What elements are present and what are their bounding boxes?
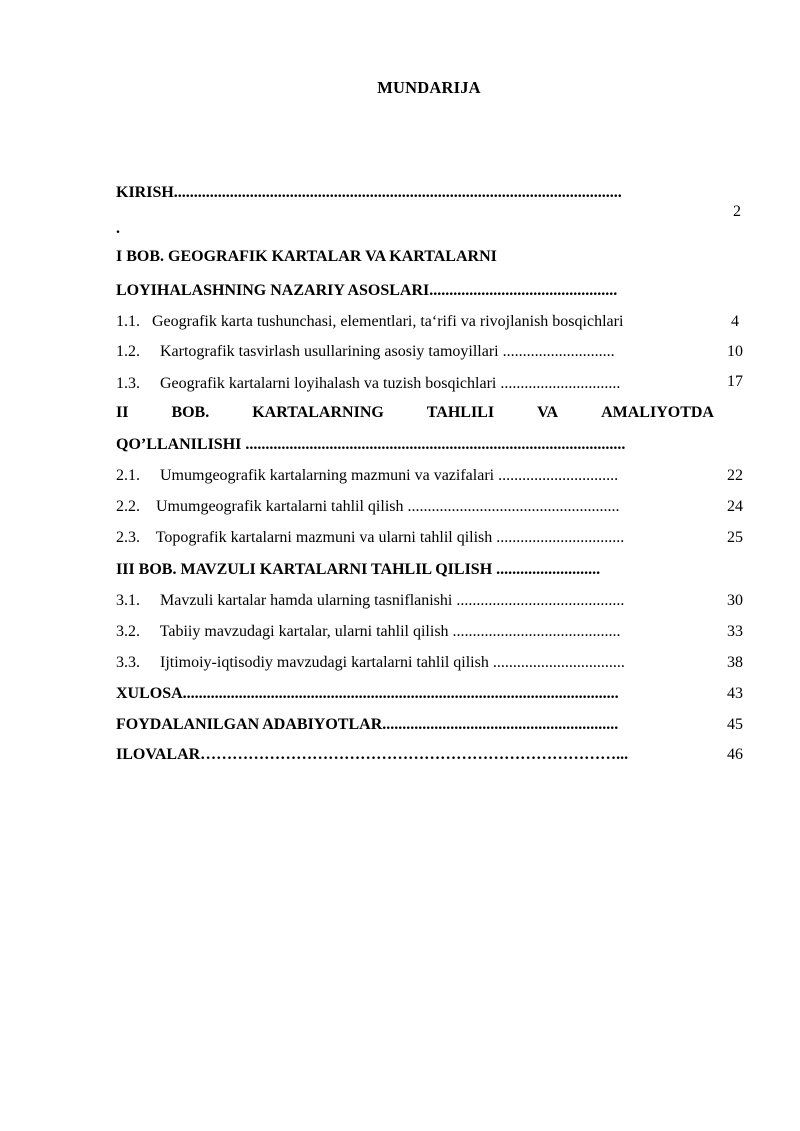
toc-chapter-1-line1: I BOB. GEOGRAFIK KARTALAR VA KARTALARNI: [116, 248, 497, 265]
toc-page-kirish: 2: [733, 203, 741, 220]
toc-word: KARTALARNING: [252, 404, 384, 421]
toc-section-number: 1.3.: [116, 375, 140, 392]
toc-section-1-3: [116, 375, 620, 393]
toc-section-number: 1.1.: [116, 313, 140, 330]
toc-chapter-3: III BOB. MAVZULI KARTALARNI TAHLIL QILISH ..........................: [116, 561, 601, 578]
toc-page-ilovalar: 46: [727, 746, 743, 763]
toc-entry-kirish: KIRISH................................................................................................................: [116, 184, 622, 201]
toc-section-number: 2.3.: [116, 529, 140, 546]
toc-page-3-1: 30: [727, 592, 743, 609]
toc-section-2-3: [116, 529, 624, 547]
toc-page-3-3: 38: [727, 654, 743, 671]
toc-section-title: Umumgeografik kartalarni tahlil qilish .....................................................: [156, 498, 620, 515]
toc-section-title: Geografik kartalarni loyihalash va tuzish bosqichlari ..............................: [160, 375, 621, 392]
toc-chapter-1-line2: LOYIHALASHNING NAZARIY ASOSLARI...............................................: [116, 282, 618, 299]
page-title: MUNDARIJA: [377, 78, 481, 97]
toc-page-2-2: 24: [727, 498, 743, 515]
toc-chapter-2-line2: QO’LLANILISHI ...............................................................................................: [116, 436, 626, 453]
toc-section-title: Umumgeografik kartalarning mazmuni va vazifalari ..............................: [160, 467, 619, 484]
toc-section-number: 3.2.: [116, 623, 140, 640]
toc-entry-xulosa: XULOSA.............................................................................................................: [116, 685, 619, 702]
toc-chapter-2-line1: [116, 404, 714, 422]
toc-page-1-1: 4: [731, 313, 739, 330]
toc-word: AMALIYOTDA: [601, 404, 714, 421]
toc-section-title: Kartografik tasvirlash usullarining asosiy tamoyillari ............................: [160, 343, 615, 360]
toc-entry-adabiyotlar: FOYDALANILGAN ADABIYOTLAR...........................................................: [116, 716, 619, 733]
toc-section-title: Tabiiy mavzudagi kartalar, ularni tahlil qilish ..........................................: [159, 623, 621, 640]
toc-section-1-1: [116, 313, 623, 331]
toc-entry-kirish-continuation: .: [116, 220, 120, 237]
toc-section-number: 3.3.: [116, 654, 140, 671]
toc-page-xulosa: 43: [727, 685, 743, 702]
toc-section-2-1: [116, 467, 618, 485]
toc-section-title: Mavzuli kartalar hamda ularning tasniflanishi ..........................................: [160, 592, 625, 609]
toc-page-1-2: 10: [727, 343, 743, 360]
toc-entry-ilovalar: ILOVALAR……………………………………………………………………...: [116, 746, 629, 763]
toc-section-title: Geografik karta tushunchasi, elementlari, ta‘rifi va rivojlanish bosqichlari: [152, 313, 624, 330]
toc-section-3-3: [116, 654, 625, 672]
toc-section-1-2: [116, 343, 615, 361]
toc-page-adabiyotlar: 45: [727, 716, 743, 733]
toc-section-number: 2.2.: [116, 498, 140, 515]
toc-word: II: [116, 404, 129, 421]
toc-section-3-1: [116, 592, 624, 610]
toc-page-2-1: 22: [727, 467, 743, 484]
toc-section-title: Topografik kartalarni mazmuni va ularni tahlil qilish ................................: [155, 529, 625, 546]
toc-page-1-3: 17: [727, 373, 743, 390]
toc-word: TAHLILI: [426, 404, 495, 421]
toc-section-title: Ijtimoiy-iqtisodiy mavzudagi kartalarni tahlil qilish .................................: [160, 654, 625, 671]
toc-page-2-3: 25: [727, 529, 743, 546]
toc-section-3-2: [116, 623, 621, 641]
toc-page-3-2: 33: [727, 623, 743, 640]
toc-word: VA: [537, 404, 559, 421]
toc-section-number: 1.2.: [116, 343, 140, 360]
toc-section-2-2: [116, 498, 620, 516]
toc-section-number: 2.1.: [116, 467, 140, 484]
toc-section-number: 3.1.: [116, 592, 140, 609]
toc-word: BOB.: [171, 404, 210, 421]
